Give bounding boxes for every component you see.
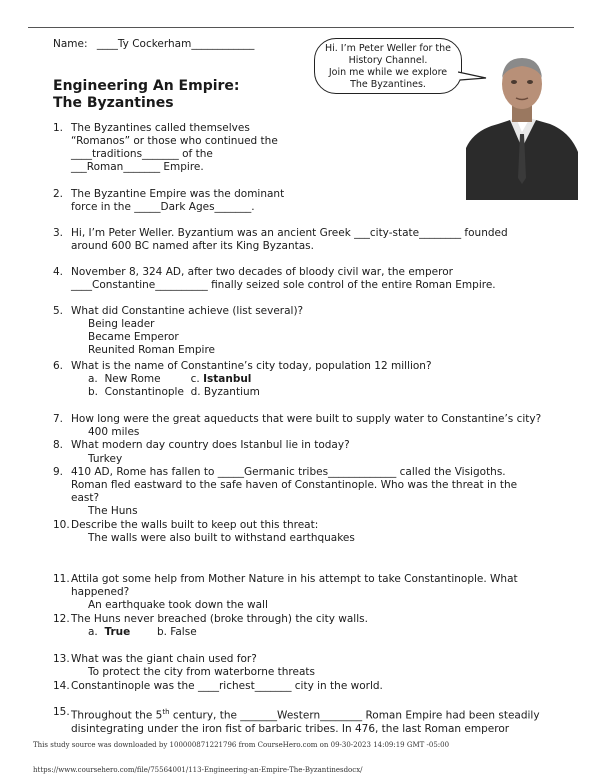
question-text: ____traditions_______ of the [71, 148, 213, 160]
question-text: disintegrating under the iron fist of barbaric tribes. In 476, the last Roman emperor [71, 722, 510, 735]
option-c: Istanbul [203, 373, 252, 385]
page-title [53, 78, 240, 112]
name-line [53, 38, 254, 50]
answer: The Huns [88, 505, 138, 517]
question-text: east? [71, 492, 100, 504]
question-8 [53, 439, 350, 452]
name-label: Name: [53, 38, 88, 50]
question-text: ___Roman_______ Empire. [71, 161, 204, 173]
answer: Turkey [88, 453, 123, 465]
superscript: th [162, 708, 170, 716]
question-text: The Byzantines called themselves [71, 122, 250, 134]
question-text: November 8, 324 AD, after two decades of bloody civil war, the emperor [71, 266, 453, 278]
options-row-1 [88, 373, 251, 386]
question-number: 6. [53, 360, 64, 372]
question-number: 14. [53, 680, 70, 692]
question-number: 2. [53, 188, 64, 200]
question-number: 8. [53, 439, 64, 451]
text-segment: Throughout the 5 [71, 709, 163, 722]
question-number: 5. [53, 305, 64, 317]
title-line-1: Engineering An Empire: [53, 78, 240, 94]
text-segment: century, the _______Western________ Roman Empire had been steadily [169, 709, 540, 722]
option-c-label: c. [190, 373, 204, 385]
option-a-label: a. [88, 626, 105, 638]
bubble-line: Join me while we explore [328, 67, 448, 78]
question-number: 1. [53, 122, 64, 134]
answer: An earthquake took down the wall [88, 599, 268, 611]
question-number: 7. [53, 413, 64, 425]
question-text: Hi, I’m Peter Weller. Byzantium was an ancient Greek ___city-state________ founded [71, 227, 508, 239]
question-2 [53, 188, 284, 214]
options-row [88, 626, 197, 639]
question-text: What modern day country does Istanbul lie in today? [71, 439, 350, 451]
question-text: around 600 BC named after its King Byzantas. [71, 240, 314, 252]
question-text: The Huns never breached (broke through) the city walls. [71, 613, 368, 625]
question-number: 10. [53, 519, 70, 531]
question-text: happened? [71, 586, 130, 598]
question-text: Constantinople was the ____richest_______ city in the world. [71, 680, 383, 692]
question-text: ____Constantine__________ finally seized sole control of the entire Roman Empire. [71, 279, 496, 291]
question-number: 4. [53, 266, 64, 278]
question-text: 410 AD, Rome has fallen to _____Germanic tribes_____________ called the Visigoths. [71, 466, 506, 478]
question-5 [53, 305, 303, 318]
question-text: The Byzantine Empire was the dominant [71, 188, 285, 200]
answer: Became Emperor [88, 331, 179, 343]
question-text: force in the _____Dark Ages_______. [71, 201, 255, 213]
bubble-line: History Channel. [348, 55, 428, 66]
options-row-2: b. Constantinople d. Byzantium [88, 386, 260, 398]
question-text: Roman fled eastward to the safe haven of Constantinople. Who was the threat in the [71, 479, 518, 491]
question-12 [53, 613, 368, 626]
question-number: 12. [53, 613, 70, 625]
name-value: ____Ty Cockerham____________ [96, 38, 255, 50]
presenter-photo [466, 48, 578, 200]
question-number: 15. [53, 706, 70, 718]
option-b: b. False [130, 626, 197, 638]
source-url: https://www.coursehero.com/file/75564001/113-Engineering-an-Empire-The-Byzantinesdocx/ [33, 766, 363, 774]
question-text: Attila got some help from Mother Nature in his attempt to take Constantinople. What [71, 573, 518, 585]
question-14 [53, 680, 383, 693]
question-9 [53, 466, 517, 505]
title-line-2: The Byzantines [53, 95, 174, 111]
question-11 [53, 573, 518, 599]
bubble-line: Hi. I’m Peter Weller for the [324, 43, 452, 54]
question-15 [53, 706, 540, 736]
question-number: 11. [53, 573, 70, 585]
answer: Reunited Roman Empire [88, 344, 215, 356]
question-number: 9. [53, 466, 64, 478]
answer: The walls were also built to withstand earthquakes [88, 532, 355, 544]
top-rule [28, 27, 574, 28]
question-text: How long were the great aqueducts that were built to supply water to Constantine’s city? [71, 413, 542, 425]
question-text: What is the name of Constantine’s city today, population 12 million? [71, 360, 432, 372]
question-text: What did Constantine achieve (list several)? [71, 305, 304, 317]
question-7 [53, 413, 541, 426]
question-number: 3. [53, 227, 64, 239]
question-text: What was the giant chain used for? [71, 653, 257, 665]
bubble-line: The Byzantines. [350, 79, 426, 90]
answer: 400 miles [88, 426, 140, 438]
question-10 [53, 519, 318, 532]
question-text [71, 706, 540, 723]
question-6 [53, 360, 432, 373]
option-a: True [104, 626, 131, 638]
question-1 [53, 122, 278, 174]
question-text: Describe the walls built to keep out this threat: [71, 519, 319, 531]
answer: To protect the city from waterborne threats [88, 666, 316, 678]
question-4 [53, 266, 496, 292]
question-text: “Romanos” or those who continued the [71, 135, 278, 147]
option-a: a. New Rome [88, 373, 161, 385]
question-13 [53, 653, 257, 666]
download-notice: This study source was downloaded by 100000871221796 from CourseHero.com on 09-30-2023 14:09:19 GMT -05:00 [33, 741, 450, 749]
question-number: 13. [53, 653, 70, 665]
question-3 [53, 227, 508, 253]
speech-bubble [314, 38, 462, 94]
answer: Being leader [88, 318, 155, 330]
